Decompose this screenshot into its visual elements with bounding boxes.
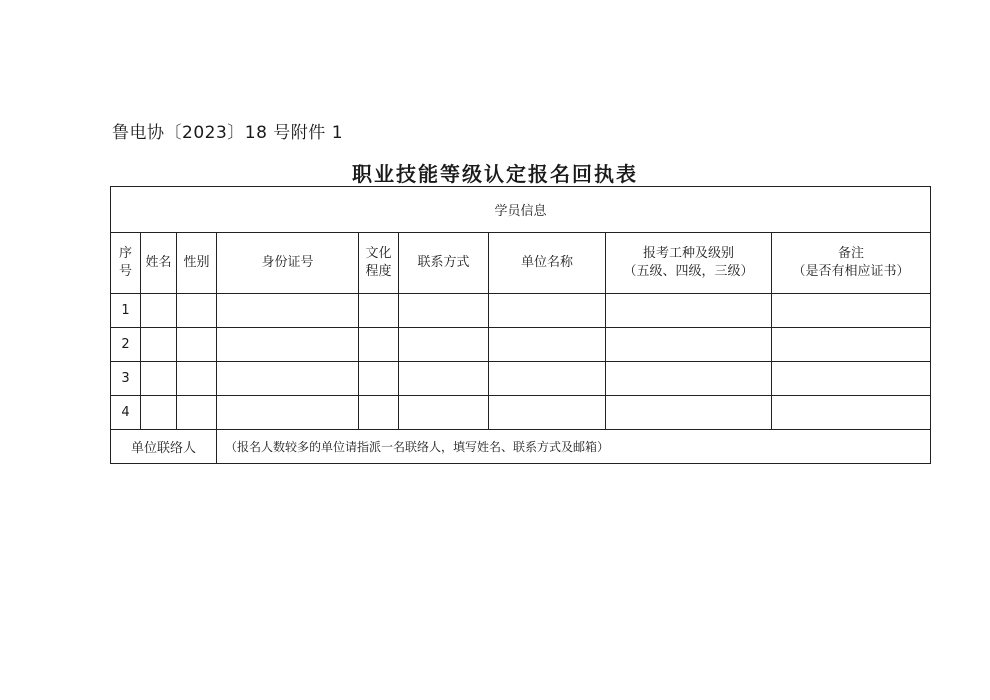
cell-remarks[interactable] <box>772 362 931 396</box>
cell-contact[interactable] <box>399 328 489 362</box>
cell-gender[interactable] <box>177 396 217 430</box>
cell-contact[interactable] <box>399 396 489 430</box>
cell-company[interactable] <box>489 362 606 396</box>
cell-education[interactable] <box>359 294 399 328</box>
col-header-exam-type-line1: 报考工种及级别 <box>642 246 734 261</box>
cell-id-number[interactable] <box>217 328 359 362</box>
cell-name[interactable] <box>141 328 177 362</box>
cell-exam-type[interactable] <box>606 396 772 430</box>
table-row <box>111 328 931 362</box>
cell-exam-type[interactable] <box>606 294 772 328</box>
cell-gender[interactable] <box>177 328 217 362</box>
cell-company[interactable] <box>489 328 606 362</box>
col-header-seq <box>111 233 141 294</box>
document-title: 职业技能等级认定报名回执表 <box>352 162 638 186</box>
cell-contact[interactable] <box>399 294 489 328</box>
col-header-education-line2: 程度 <box>365 264 392 279</box>
cell-education[interactable] <box>359 328 399 362</box>
col-header-education <box>359 233 399 294</box>
document-reference: 鲁电协〔2023〕18 号附件 1 <box>112 123 344 143</box>
cell-id-number[interactable] <box>217 396 359 430</box>
cell-remarks[interactable] <box>772 294 931 328</box>
cell-remarks[interactable] <box>772 328 931 362</box>
row-number: 3 <box>111 362 141 396</box>
col-header-exam-type <box>606 233 772 294</box>
cell-company[interactable] <box>489 396 606 430</box>
contact-person-label: 单位联络人 <box>111 430 217 464</box>
cell-exam-type[interactable] <box>606 328 772 362</box>
cell-id-number[interactable] <box>217 294 359 328</box>
col-header-exam-type-line2: （五级、四级，三级） <box>623 264 754 279</box>
cell-name[interactable] <box>141 362 177 396</box>
col-header-remarks-line1: 备注 <box>837 246 864 261</box>
cell-company[interactable] <box>489 294 606 328</box>
cell-name[interactable] <box>141 294 177 328</box>
col-header-seq-line1: 序 <box>118 246 132 261</box>
cell-name[interactable] <box>141 396 177 430</box>
cell-contact[interactable] <box>399 362 489 396</box>
table-row <box>111 362 931 396</box>
col-header-seq-line2: 号 <box>118 264 132 279</box>
col-header-name: 姓名 <box>141 233 177 294</box>
table-row <box>111 396 931 430</box>
col-header-id-number: 身份证号 <box>217 233 359 294</box>
cell-remarks[interactable] <box>772 396 931 430</box>
cell-education[interactable] <box>359 396 399 430</box>
row-number: 4 <box>111 396 141 430</box>
cell-gender[interactable] <box>177 294 217 328</box>
cell-exam-type[interactable] <box>606 362 772 396</box>
registration-table <box>110 186 931 464</box>
col-header-remarks-line2: （是否有相应证书） <box>792 264 910 279</box>
cell-id-number[interactable] <box>217 362 359 396</box>
row-number: 1 <box>111 294 141 328</box>
cell-gender[interactable] <box>177 362 217 396</box>
cell-education[interactable] <box>359 362 399 396</box>
col-header-company: 单位名称 <box>489 233 606 294</box>
section-header: 学员信息 <box>111 187 931 233</box>
col-header-remarks <box>772 233 931 294</box>
col-header-gender: 性别 <box>177 233 217 294</box>
col-header-contact: 联系方式 <box>399 233 489 294</box>
table-row <box>111 294 931 328</box>
row-number: 2 <box>111 328 141 362</box>
contact-person-note[interactable]: （报名人数较多的单位请指派一名联络人，填写姓名、联系方式及邮箱） <box>217 430 931 464</box>
col-header-education-line1: 文化 <box>365 246 392 261</box>
